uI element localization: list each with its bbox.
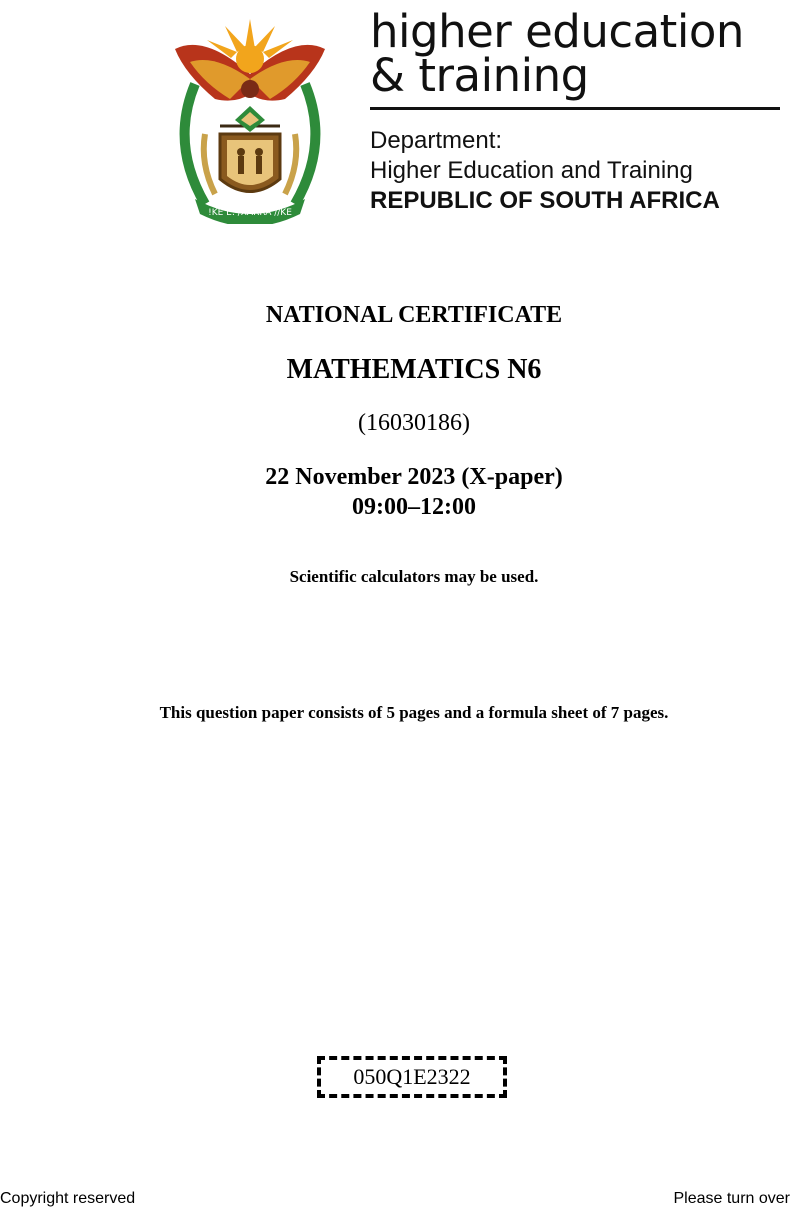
brand-title-line2: & training [370, 49, 589, 102]
paper-code: 050Q1E2322 [353, 1064, 471, 1089]
crest-motto: !KE E: /XARRA //KE [208, 208, 292, 218]
footer-copyright: Copyright reserved [0, 1190, 136, 1207]
department-label: Department: [370, 127, 503, 154]
exam-date: 22 November 2023 (X-paper) [265, 464, 563, 490]
subject-code: (16030186) [358, 410, 470, 436]
footer-turn-over: Please turn over [673, 1190, 790, 1207]
department-block [370, 126, 720, 216]
coat-of-arms-icon [165, 14, 335, 224]
department-brand [370, 5, 790, 214]
paper-code-box [317, 1056, 507, 1098]
calculator-note: Scientific calculators may be used. [289, 567, 539, 586]
subject-title: MATHEMATICS N6 [286, 354, 542, 385]
qualification-title: NATIONAL CERTIFICATE [265, 302, 563, 328]
department-name: Higher Education and Training [370, 157, 693, 184]
page-header [0, 0, 800, 240]
pages-note: This question paper consists of 5 pages and a formula sheet of 7 pages. [159, 703, 669, 722]
country-name: REPUBLIC OF SOUTH AFRICA [370, 187, 720, 214]
brand-title-line1: higher education [370, 5, 744, 58]
exam-time: 09:00–12:00 [352, 494, 476, 520]
brand-divider [370, 107, 780, 110]
